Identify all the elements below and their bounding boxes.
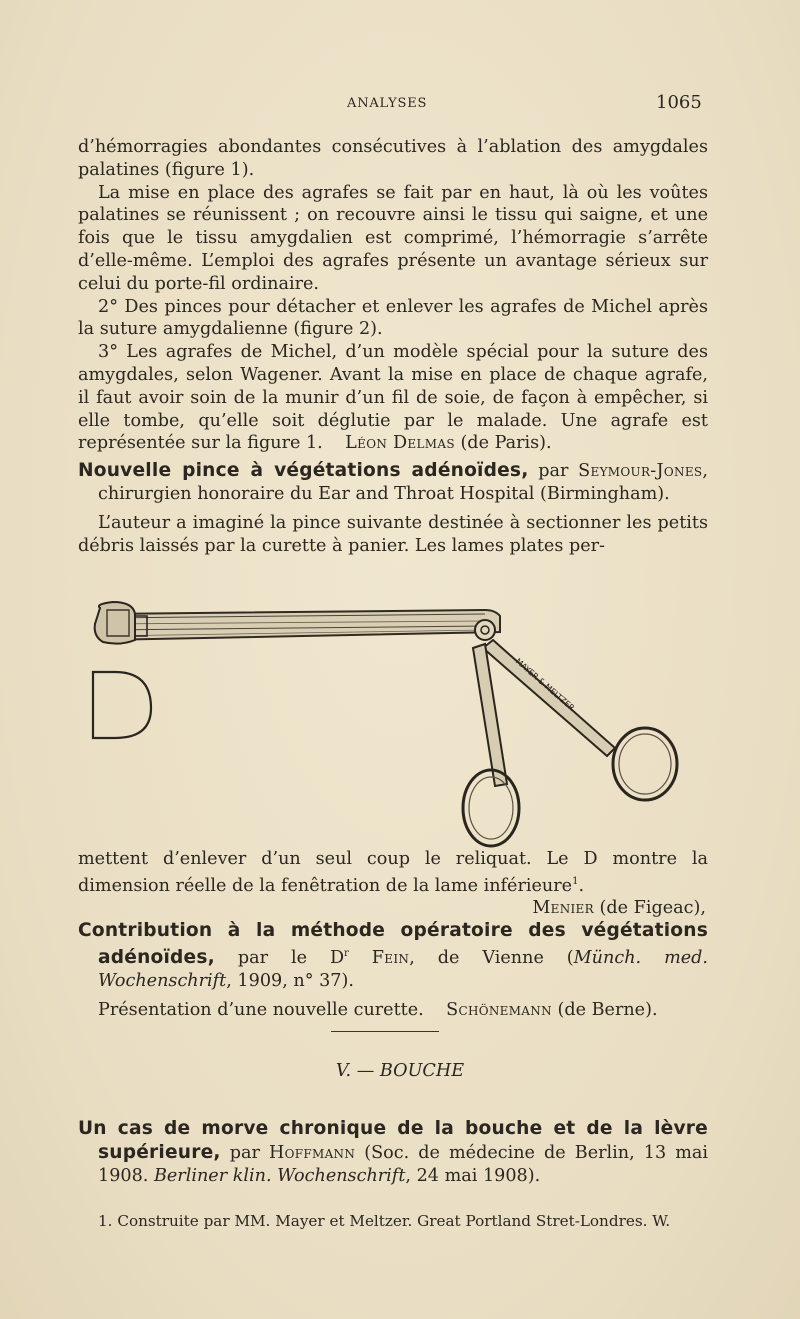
by-word: par le D — [237, 947, 345, 968]
signature — [78, 897, 708, 920]
post-figure-text — [78, 848, 708, 1021]
forceps-illustration — [85, 596, 705, 848]
paragraph: 2° Des pinces pour détacher et enlever les agrafes de Michel après la suture amygdalienne (figure 2). — [78, 296, 708, 340]
finger-ring-right — [613, 728, 677, 800]
hinge-icon — [475, 620, 495, 640]
paragraph-text: 3° Les agrafes de Michel, d’un modèle spécial pour la suture des amygdales, selon Wagener. Avant la mise en place de chaque agrafe, il faut avoir soin de la munir d’un fil de soie, de façon à empêcher, si elle tombe, qu’elle soit déglutie par le malade. Une agrafe est représentée sur la figure 1. — [78, 342, 708, 454]
by-word: par — [538, 461, 569, 482]
by-word: par — [229, 1143, 260, 1163]
footnote-body: Construite par MM. Mayer et Meltzer. Great Portland Stret-Londres. W. — [117, 1212, 671, 1230]
section-divider — [331, 1031, 439, 1032]
paragraph — [78, 341, 708, 455]
article-details-end: , 24 mai 1908). — [405, 1166, 541, 1186]
paragraph-text: mettent d’enlever d’un seul coup le reliquat. Le D montre la dimension réelle de la fenêtration de la lame inférieure — [78, 849, 708, 896]
footnote-ref: 1 — [572, 875, 579, 887]
by-superscript: r — [344, 948, 349, 960]
author-place: (de Paris). — [460, 433, 552, 454]
running-header — [0, 92, 800, 116]
maker-engraving: MAYER & MELTZER — [513, 656, 577, 713]
author-name: Schönemann — [446, 999, 552, 1020]
article-details-end: , 1909, n° 37). — [226, 970, 354, 991]
article-heading — [78, 920, 708, 992]
article-block — [78, 1117, 708, 1188]
article-heading — [78, 1117, 708, 1188]
article-heading — [78, 460, 708, 506]
author-name: Seymour-Jones — [578, 461, 703, 482]
paragraph-end: . — [578, 875, 585, 896]
journal-name: Münch. med. Wochenschrift — [98, 947, 709, 991]
page-number: 1065 — [656, 92, 702, 113]
paragraph — [78, 999, 708, 1022]
footnote-marker: 1. — [98, 1212, 113, 1230]
author-name: Léon Delmas — [345, 433, 455, 454]
author-place: (de Figeac), — [599, 898, 706, 919]
paragraph — [78, 848, 708, 897]
author-name: Fein — [371, 947, 410, 968]
paragraph-text: Présentation d’une nouvelle curette. — [98, 999, 424, 1020]
article-title: Nouvelle pince à végétations adénoïdes, — [78, 460, 529, 482]
footnote-text — [78, 1210, 708, 1232]
section-title: V. — BOUCHE — [335, 1061, 465, 1081]
journal-name: Berliner klin. Wochenschrift — [153, 1166, 406, 1186]
article-details: , de Vienne ( — [409, 947, 574, 968]
finger-ring-left — [463, 770, 519, 846]
blade-window-d — [93, 672, 151, 738]
main-text — [78, 136, 708, 557]
footnote — [78, 1210, 708, 1232]
author-place: (de Berne). — [557, 999, 658, 1020]
paragraph: La mise en place des agrafes se fait par en haut, là où les voûtes palatines se réunissent ; on recouvre ainsi le tissu qui saigne, et une fois que le tissu amygdalien est comprimé, l’hémorragie s’arrête d’elle-même. L’emploi des agrafes présente un avantage sérieux sur celui du porte-fil ordinaire. — [78, 182, 708, 294]
article-title: Contribution à la méthode opératoire des végétations adénoïdes, — [78, 920, 708, 968]
running-title: ANALYSES — [347, 96, 428, 111]
author-name: Hoffmann — [268, 1143, 356, 1163]
forceps-handle-right — [483, 640, 615, 756]
article-details: (Soc. de médecine de Berlin, 13 mai 1908. — [98, 1143, 708, 1186]
paragraph: L’auteur a imaginé la pince suivante destinée à sectionner les petits débris laissés par la curette à panier. Les lames plates per- — [78, 512, 708, 556]
article-details: , chirurgien honoraire du Ear and Throat Hospital (Birmingham). — [98, 461, 708, 504]
paragraph: d’hémorragies abondantes consécutives à l’ablation des amygdales palatines (figure 1). — [78, 137, 708, 180]
article-title: Un cas de morve chronique de la bouche et de la lèvre supérieure, — [78, 1118, 708, 1163]
author-name: Menier — [532, 898, 594, 919]
